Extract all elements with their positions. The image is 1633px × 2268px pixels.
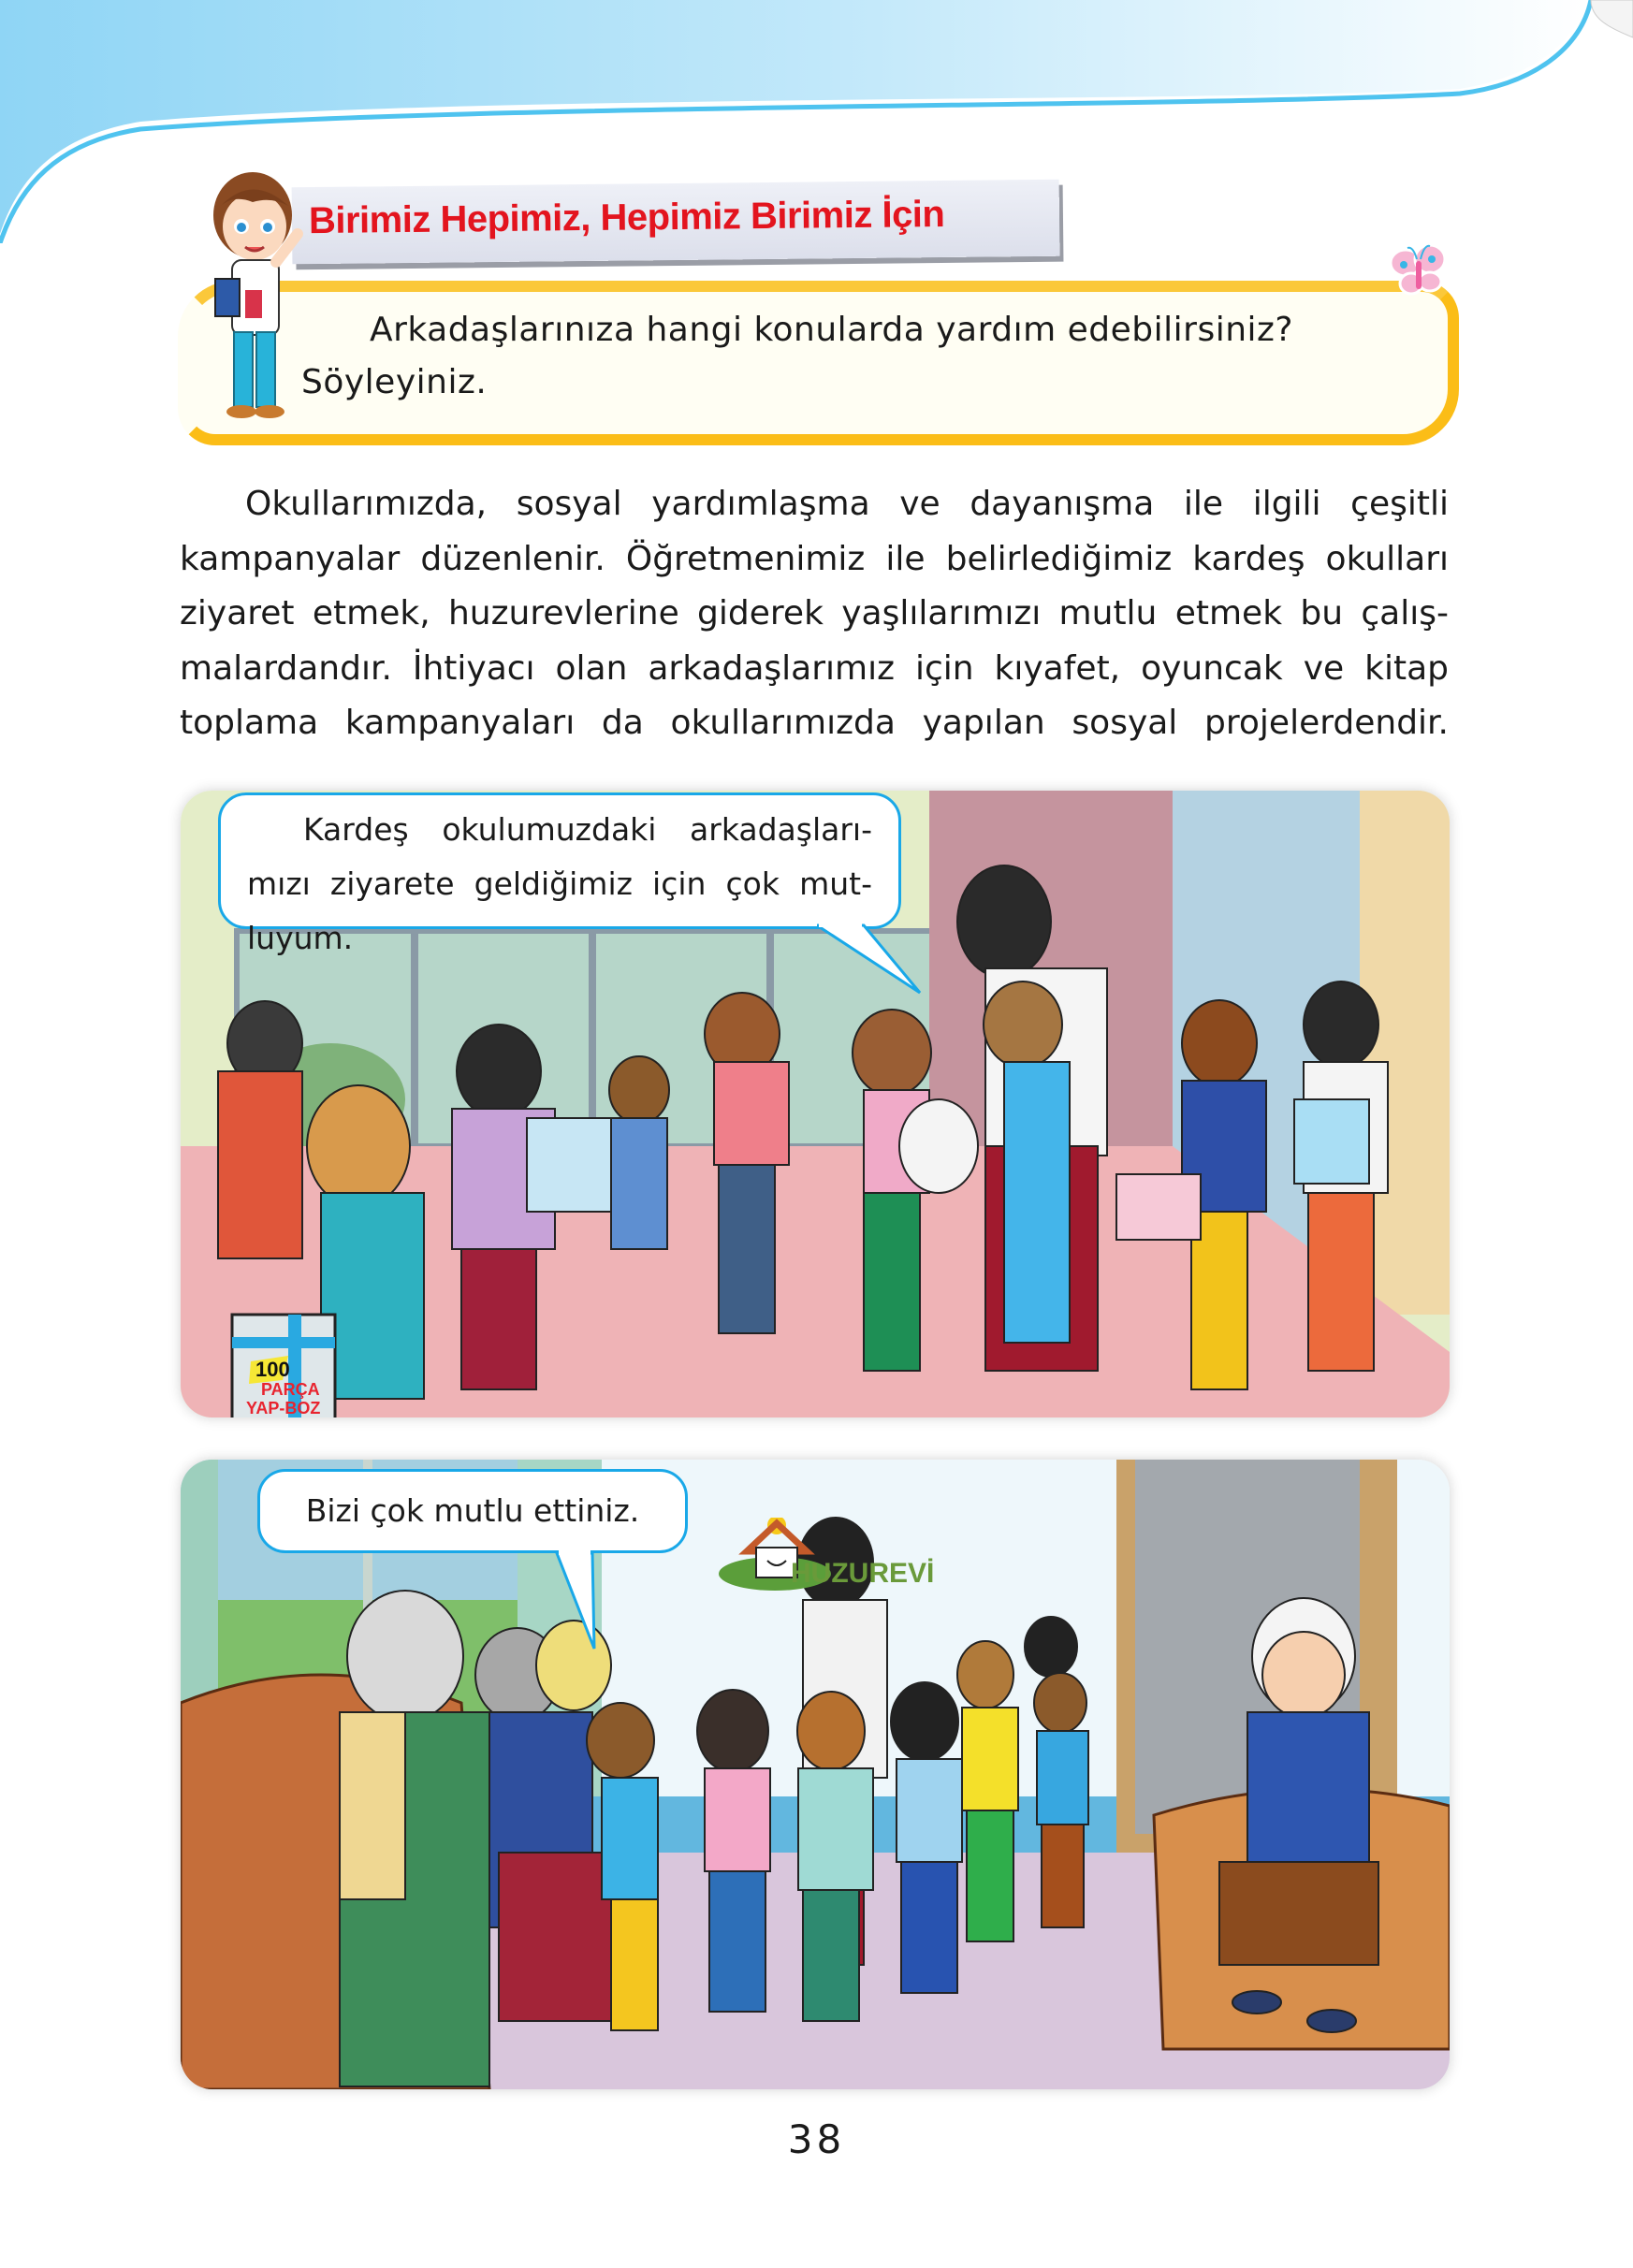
speech-bubble-tail [817,922,929,996]
paragraph-line: kampanyalar düzenlenir. Öğretmenimiz ile belirlediğimiz kardeş okulları [180,539,1449,578]
paragraph-line: malardandır. İhtiyacı olan arkadaşlarımız için kıyafet, oyuncak ve kitap [180,648,1449,688]
speech-bubble-line: luyum. [247,920,354,956]
question-line-2: Söyleyiniz. [301,363,488,401]
illustration-nursing-home-visit [181,1460,1450,2089]
question-text [301,304,1427,409]
paragraph-line: ziyaret etmek, huzurevlerine giderek yaşlılarımızı mutlu etmek bu çalış- [180,594,1449,632]
section-title: Birimiz Hepimiz, Hepimiz Birimiz İçin [308,193,945,242]
speech-bubble-line: mızı ziyarete geldiğimiz için çok mut- [247,865,872,902]
speech-bubble-nursing-home: Bizi çok mutlu ettiniz. [257,1469,688,1553]
boy-with-book-icon [187,168,318,421]
paragraph-line: toplama kampanyaları da okullarımızda yapılan sosyal projelerdendir. [180,704,1449,742]
section-title-banner [292,180,1060,265]
question-line-1: Arkadaşlarınıza hangi konularda yardım edebilirsiniz? [370,311,1294,349]
puzzle-box-count: 100 [255,1358,290,1381]
butterfly-icon [1385,239,1451,304]
body-paragraph [180,477,1449,751]
puzzle-box-line1: PARÇA [261,1380,320,1399]
speech-bubble-tail [555,1549,611,1652]
puzzle-box-line2: YAP-BOZ [246,1399,321,1418]
paragraph-line: Okullarımızda, sosyal yardımlaşma ve dayanışma ile ilgili çeşitli [245,485,1449,523]
huzurevi-sign: HUZUREVİ [791,1558,935,1589]
speech-bubble-line: Kardeş okulumuzdaki arkadaşları- [303,811,872,848]
illustration-school-visit [181,791,1450,1418]
page-number: 38 [787,2116,846,2162]
speech-bubble-school [218,792,901,956]
